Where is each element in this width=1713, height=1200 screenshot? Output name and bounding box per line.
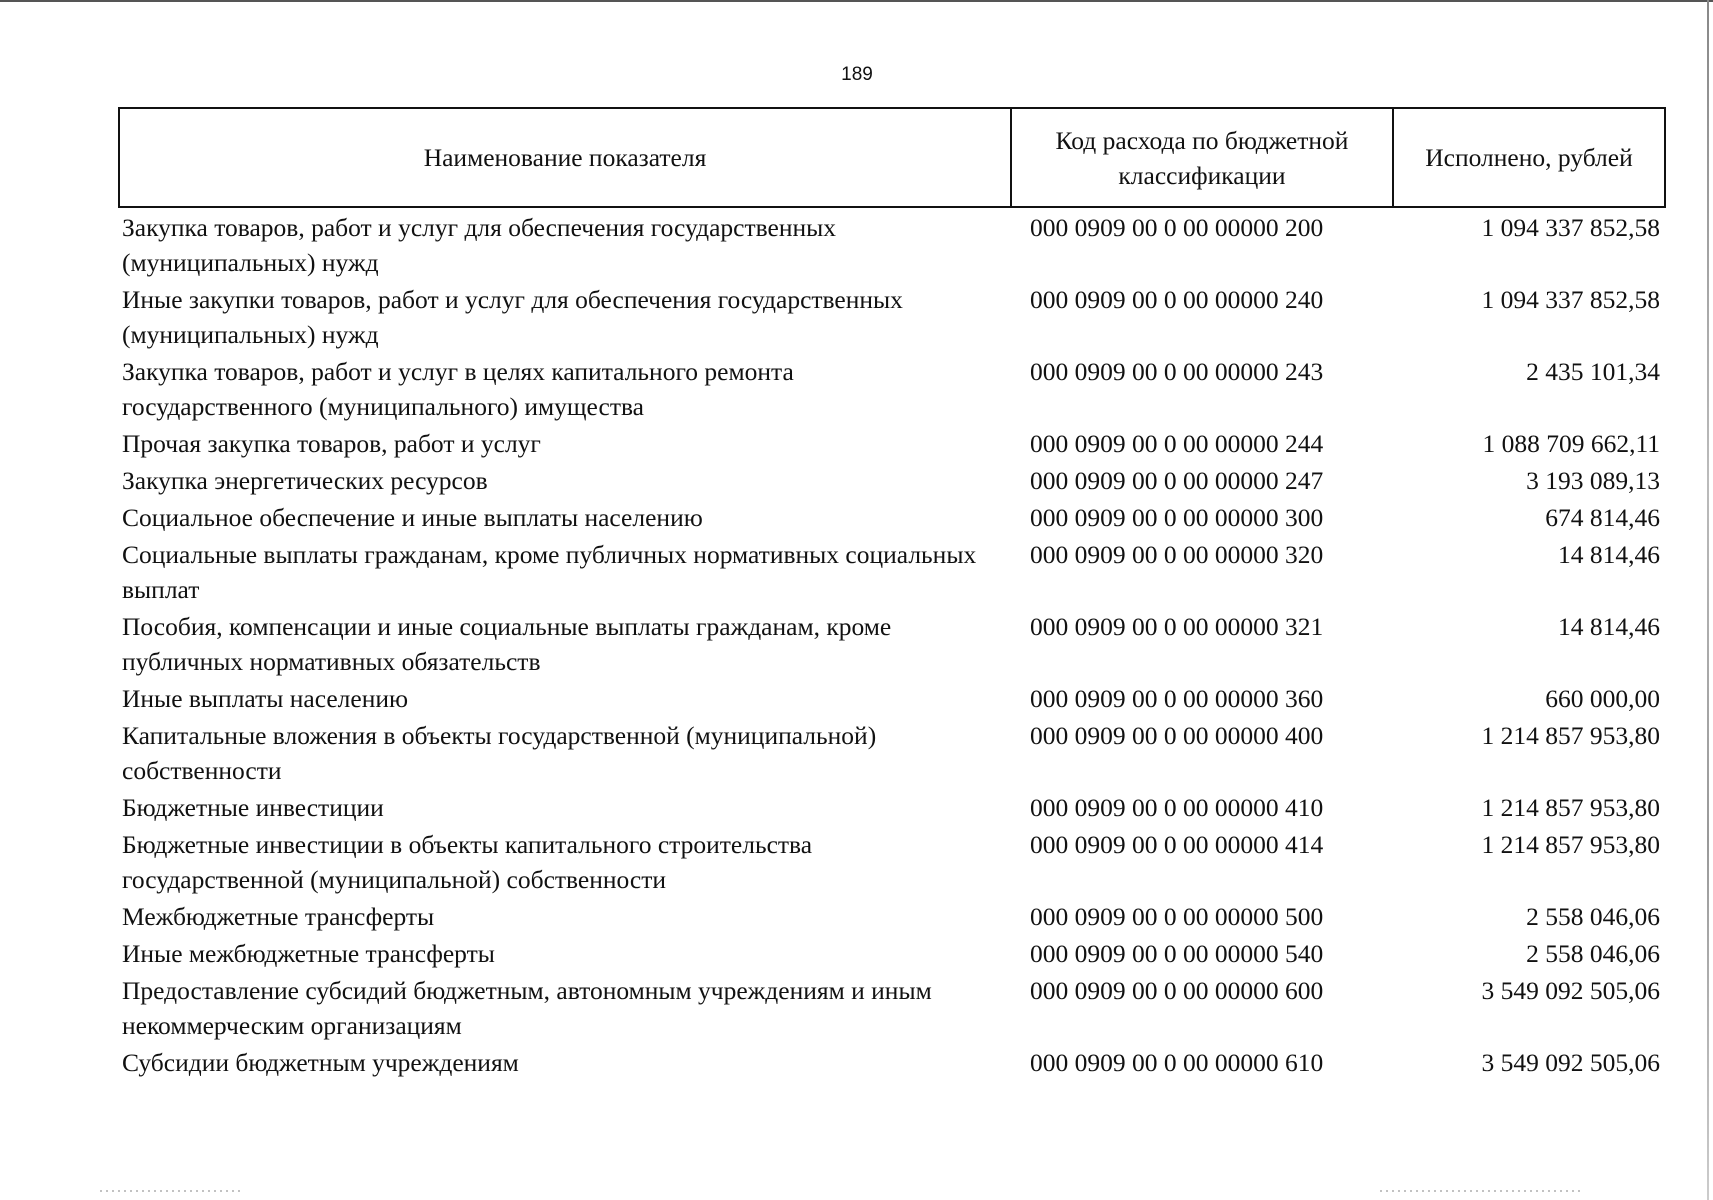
row-indicator-name: Прочая закупка товаров, работ и услуг: [122, 429, 541, 458]
row-expense-code: 000 0909 00 0 00 00000 610: [1030, 1048, 1324, 1077]
row-expense-code: 000 0909 00 0 00 00000 243: [1030, 357, 1324, 386]
row-executed-amount: 1 094 337 852,58: [1481, 285, 1660, 314]
row-executed-amount: 1 214 857 953,80: [1481, 793, 1660, 822]
row-indicator-name: Межбюджетные трансферты: [122, 902, 435, 931]
budget-expenditure-table: [118, 107, 1666, 1082]
row-indicator-name: Закупка товаров, работ и услуг для обеспечения государственных (муниципальных) нужд: [122, 213, 837, 277]
row-indicator-name: Закупка товаров, работ и услуг в целях капитального ремонта государственного (муниципального) имущества: [122, 357, 794, 421]
row-indicator-name: Социальные выплаты гражданам, кроме публичных нормативных социальных выплат: [122, 540, 977, 604]
row-executed-amount: 14 814,46: [1558, 612, 1660, 641]
table-row: [118, 537, 1666, 609]
table-row: [118, 463, 1666, 500]
table-row: [118, 790, 1666, 827]
header-expense-code: Код расхода по бюджетной классификации: [1012, 109, 1394, 206]
table-row: [118, 500, 1666, 537]
table-row: [118, 681, 1666, 718]
row-indicator-name: Пособия, компенсации и иные социальные выплаты гражданам, кроме публичных нормативных обязательств: [122, 612, 892, 676]
row-expense-code: 000 0909 00 0 00 00000 200: [1030, 213, 1324, 242]
scan-noise: [1380, 1190, 1580, 1192]
row-expense-code: 000 0909 00 0 00 00000 540: [1030, 939, 1324, 968]
row-indicator-name: Субсидии бюджетным учреждениям: [122, 1048, 519, 1077]
row-expense-code: 000 0909 00 0 00 00000 414: [1030, 830, 1324, 859]
header-indicator-name: Наименование показателя: [120, 109, 1012, 206]
table-row: [118, 718, 1666, 790]
row-expense-code: 000 0909 00 0 00 00000 244: [1030, 429, 1324, 458]
page-number: 189: [841, 64, 873, 85]
row-executed-amount: 2 558 046,06: [1526, 939, 1660, 968]
table-row: [118, 973, 1666, 1045]
row-expense-code: 000 0909 00 0 00 00000 500: [1030, 902, 1324, 931]
table-row: [118, 609, 1666, 681]
row-executed-amount: 3 549 092 505,06: [1481, 976, 1660, 1005]
table-row: [118, 1045, 1666, 1082]
row-expense-code: 000 0909 00 0 00 00000 240: [1030, 285, 1324, 314]
table-row: [118, 899, 1666, 936]
scan-noise: [100, 1190, 240, 1192]
row-indicator-name: Капитальные вложения в объекты государственной (муниципальной) собственности: [122, 721, 877, 785]
row-executed-amount: 2 558 046,06: [1526, 902, 1660, 931]
row-executed-amount: 3 193 089,13: [1526, 466, 1660, 495]
table-row: [118, 210, 1666, 282]
row-expense-code: 000 0909 00 0 00 00000 321: [1030, 612, 1324, 641]
table-row: [118, 282, 1666, 354]
row-expense-code: 000 0909 00 0 00 00000 400: [1030, 721, 1324, 750]
scan-top-border: [0, 0, 1713, 2]
row-indicator-name: Бюджетные инвестиции в объекты капитального строительства государственной (муниципальной) собственности: [122, 830, 813, 894]
row-indicator-name: Бюджетные инвестиции: [122, 793, 384, 822]
row-indicator-name: Иные межбюджетные трансферты: [122, 939, 495, 968]
row-expense-code: 000 0909 00 0 00 00000 360: [1030, 684, 1324, 713]
table-row: [118, 827, 1666, 899]
row-expense-code: 000 0909 00 0 00 00000 410: [1030, 793, 1324, 822]
row-indicator-name: Закупка энергетических ресурсов: [122, 466, 488, 495]
row-executed-amount: 674 814,46: [1545, 503, 1660, 532]
header-executed-amount: Исполнено, рублей: [1425, 143, 1633, 172]
table-header: [118, 107, 1666, 208]
table-row: [118, 426, 1666, 463]
scan-right-border: [1707, 0, 1709, 1200]
table-row: [118, 936, 1666, 973]
row-executed-amount: 2 435 101,34: [1526, 357, 1660, 386]
row-executed-amount: 1 214 857 953,80: [1481, 830, 1660, 859]
row-executed-amount: 1 094 337 852,58: [1481, 213, 1660, 242]
row-indicator-name: Социальное обеспечение и иные выплаты населению: [122, 503, 703, 532]
table-body: [118, 210, 1666, 1082]
row-executed-amount: 1 214 857 953,80: [1481, 721, 1660, 750]
row-executed-amount: 660 000,00: [1545, 684, 1660, 713]
row-expense-code: 000 0909 00 0 00 00000 600: [1030, 976, 1324, 1005]
row-expense-code: 000 0909 00 0 00 00000 320: [1030, 540, 1324, 569]
row-executed-amount: 3 549 092 505,06: [1481, 1048, 1660, 1077]
row-indicator-name: Предоставление субсидий бюджетным, автономным учреждениям и иным некоммерческим организациям: [122, 976, 932, 1040]
row-indicator-name: Иные выплаты населению: [122, 684, 409, 713]
row-indicator-name: Иные закупки товаров, работ и услуг для обеспечения государственных (муниципальных) нужд: [122, 285, 903, 349]
row-executed-amount: 1 088 709 662,11: [1482, 429, 1660, 458]
row-executed-amount: 14 814,46: [1558, 540, 1660, 569]
table-row: [118, 354, 1666, 426]
row-expense-code: 000 0909 00 0 00 00000 300: [1030, 503, 1324, 532]
row-expense-code: 000 0909 00 0 00 00000 247: [1030, 466, 1324, 495]
